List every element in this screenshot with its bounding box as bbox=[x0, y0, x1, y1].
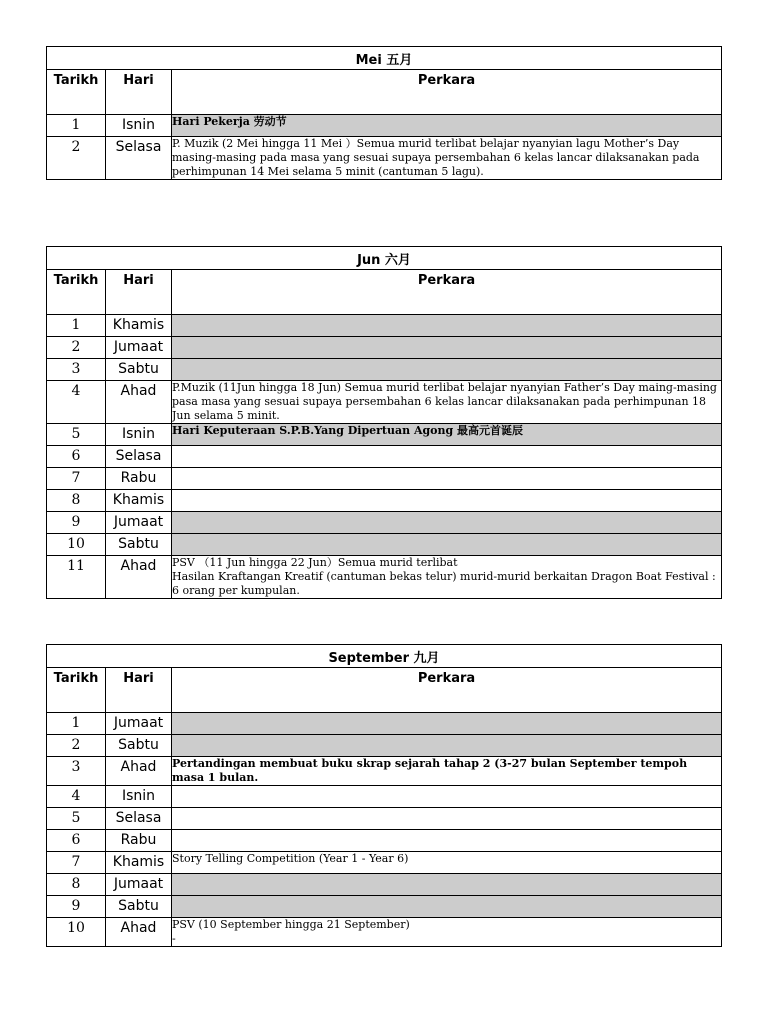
note-cell: Hari Pekerja 劳动节 bbox=[172, 115, 722, 137]
header-day: Hari bbox=[106, 70, 172, 115]
date-cell: 4 bbox=[47, 786, 106, 808]
date-cell: 2 bbox=[47, 337, 106, 359]
day-cell: Sabtu bbox=[106, 735, 172, 757]
table-row bbox=[47, 359, 722, 381]
month-title: Jun 六月 bbox=[47, 247, 722, 270]
note-cell bbox=[172, 830, 722, 852]
header-note: Perkara bbox=[172, 70, 722, 115]
date-cell: 5 bbox=[47, 424, 106, 446]
table-row bbox=[47, 786, 722, 808]
date-cell: 10 bbox=[47, 918, 106, 947]
day-cell: Khamis bbox=[106, 490, 172, 512]
date-cell: 10 bbox=[47, 534, 106, 556]
date-cell: 8 bbox=[47, 874, 106, 896]
header-note: Perkara bbox=[172, 270, 722, 315]
day-cell: Selasa bbox=[106, 808, 172, 830]
day-cell: Selasa bbox=[106, 446, 172, 468]
table-row bbox=[47, 852, 722, 874]
table-row bbox=[47, 757, 722, 786]
note-cell bbox=[172, 359, 722, 381]
date-cell: 4 bbox=[47, 381, 106, 424]
date-cell: 1 bbox=[47, 315, 106, 337]
calendar-table-jun bbox=[46, 246, 722, 599]
day-cell: Isnin bbox=[106, 786, 172, 808]
date-cell: 2 bbox=[47, 735, 106, 757]
table-row bbox=[47, 874, 722, 896]
day-cell: Jumaat bbox=[106, 713, 172, 735]
note-cell: Hari Keputeraan S.P.B.Yang Dipertuan Agong 最高元首诞辰 bbox=[172, 424, 722, 446]
day-cell: Ahad bbox=[106, 381, 172, 424]
table-row bbox=[47, 830, 722, 852]
date-cell: 3 bbox=[47, 757, 106, 786]
table-row bbox=[47, 918, 722, 947]
note-cell bbox=[172, 534, 722, 556]
note-cell bbox=[172, 490, 722, 512]
table-row bbox=[47, 556, 722, 599]
table-row bbox=[47, 512, 722, 534]
header-note: Perkara bbox=[172, 668, 722, 713]
table-row bbox=[47, 490, 722, 512]
day-cell: Ahad bbox=[106, 556, 172, 599]
note-cell bbox=[172, 446, 722, 468]
day-cell: Khamis bbox=[106, 315, 172, 337]
day-cell: Selasa bbox=[106, 137, 172, 180]
day-cell: Ahad bbox=[106, 918, 172, 947]
date-cell: 6 bbox=[47, 446, 106, 468]
month-title: September 九月 bbox=[47, 645, 722, 668]
header-date: Tarikh bbox=[47, 70, 106, 115]
date-cell: 8 bbox=[47, 490, 106, 512]
header-day: Hari bbox=[106, 668, 172, 713]
header-date: Tarikh bbox=[47, 668, 106, 713]
table-row bbox=[47, 337, 722, 359]
day-cell: Rabu bbox=[106, 830, 172, 852]
header-day: Hari bbox=[106, 270, 172, 315]
table-row bbox=[47, 713, 722, 735]
date-cell: 9 bbox=[47, 896, 106, 918]
day-cell: Rabu bbox=[106, 468, 172, 490]
date-cell: 3 bbox=[47, 359, 106, 381]
calendar-table-september bbox=[46, 644, 722, 947]
table-row bbox=[47, 137, 722, 180]
table-row bbox=[47, 468, 722, 490]
note-cell: P. Muzik (2 Mei hingga 11 Mei ）Semua murid terlibat belajar nyanyian lagu Mother’s Day masing-masing pada masa yang sesuai supaya persembahan 6 kelas lancar dilaksanakan pada perhimpunan 14 Mei selama 5 minit (cantuman 5 lagu). bbox=[172, 137, 722, 180]
day-cell: Ahad bbox=[106, 757, 172, 786]
note-cell bbox=[172, 468, 722, 490]
day-cell: Sabtu bbox=[106, 534, 172, 556]
note-cell: Pertandingan membuat buku skrap sejarah tahap 2 (3-27 bulan September tempoh masa 1 bulan. bbox=[172, 757, 722, 786]
calendar-table-mei bbox=[46, 46, 722, 180]
table-row bbox=[47, 424, 722, 446]
date-cell: 7 bbox=[47, 468, 106, 490]
table-row bbox=[47, 534, 722, 556]
note-cell: Story Telling Competition (Year 1 - Year 6) bbox=[172, 852, 722, 874]
day-cell: Khamis bbox=[106, 852, 172, 874]
note-cell: P.Muzik (11Jun hingga 18 Jun) Semua murid terlibat belajar nyanyian Father’s Day maing-masing pasa masa yang sesuai supaya persembahan 6 kelas lancar dilaksanakan pada perhimpunan 18 Jun selama 5 minit. bbox=[172, 381, 722, 424]
month-title: Mei 五月 bbox=[47, 47, 722, 70]
note-cell bbox=[172, 808, 722, 830]
note-cell bbox=[172, 713, 722, 735]
day-cell: Sabtu bbox=[106, 359, 172, 381]
note-cell: PSV (10 September hingga 21 September) - bbox=[172, 918, 722, 947]
header-date: Tarikh bbox=[47, 270, 106, 315]
table-row bbox=[47, 735, 722, 757]
date-cell: 1 bbox=[47, 115, 106, 137]
date-cell: 1 bbox=[47, 713, 106, 735]
note-cell: PSV （11 Jun hingga 22 Jun）Semua murid terlibat Hasilan Kraftangan Kreatif (cantuman bekas telur) murid-murid berkaitan Dragon Boat Festival : 6 orang per kumpulan. bbox=[172, 556, 722, 599]
note-cell bbox=[172, 512, 722, 534]
date-cell: 5 bbox=[47, 808, 106, 830]
day-cell: Sabtu bbox=[106, 896, 172, 918]
note-cell bbox=[172, 896, 722, 918]
table-row bbox=[47, 115, 722, 137]
table-row bbox=[47, 808, 722, 830]
day-cell: Jumaat bbox=[106, 512, 172, 534]
note-cell bbox=[172, 735, 722, 757]
table-row bbox=[47, 446, 722, 468]
table-row bbox=[47, 381, 722, 424]
note-cell bbox=[172, 874, 722, 896]
note-cell bbox=[172, 786, 722, 808]
date-cell: 6 bbox=[47, 830, 106, 852]
date-cell: 7 bbox=[47, 852, 106, 874]
table-row bbox=[47, 896, 722, 918]
day-cell: Isnin bbox=[106, 115, 172, 137]
date-cell: 9 bbox=[47, 512, 106, 534]
table-row bbox=[47, 315, 722, 337]
day-cell: Isnin bbox=[106, 424, 172, 446]
note-cell bbox=[172, 337, 722, 359]
note-cell bbox=[172, 315, 722, 337]
date-cell: 2 bbox=[47, 137, 106, 180]
day-cell: Jumaat bbox=[106, 874, 172, 896]
day-cell: Jumaat bbox=[106, 337, 172, 359]
date-cell: 11 bbox=[47, 556, 106, 599]
